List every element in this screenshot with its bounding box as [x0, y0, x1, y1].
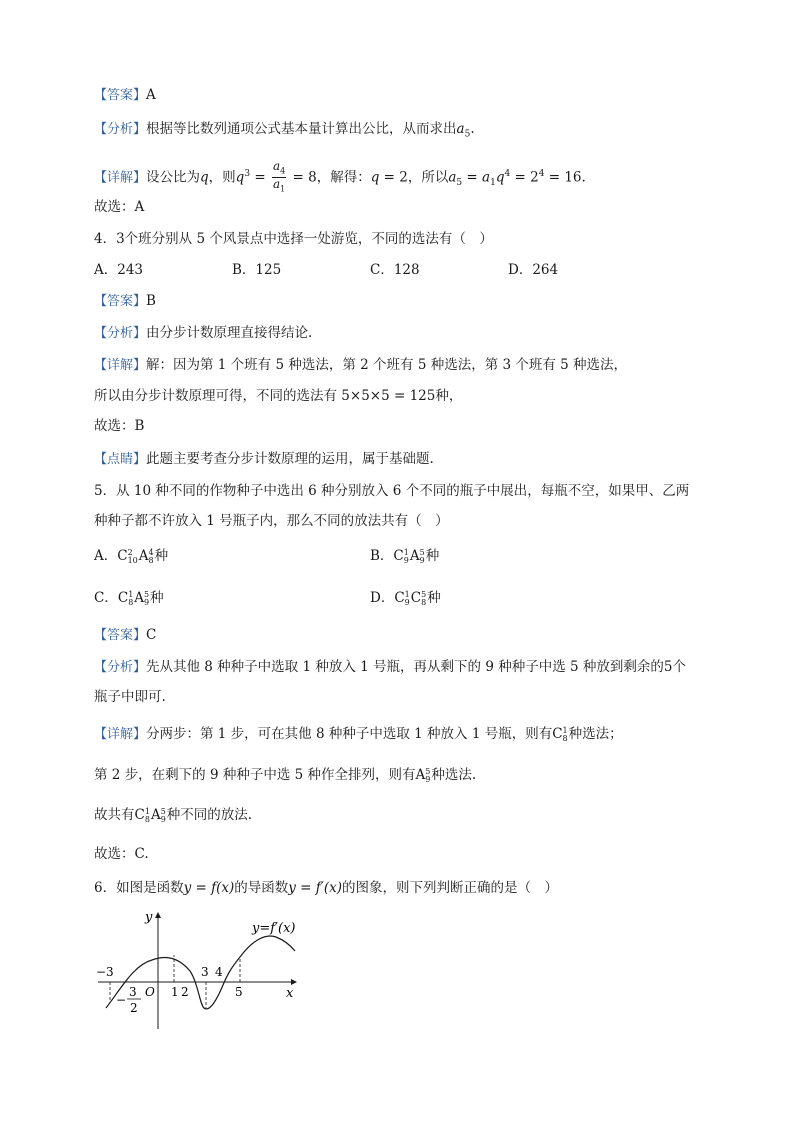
origin-label: O: [145, 985, 155, 999]
q5-detail-2: 第 2 步，在剩下的 9 种种子中选 5 种作全排列，则有A 5 9 种选法.: [94, 766, 477, 784]
q4-answer: 【答案】B: [94, 293, 156, 309]
q4-analysis: 【分析】由分步计数原理直接得结论.: [94, 325, 313, 341]
q3-detail: 【详解】设公比为q，则$q^3$ = $\frac{a_4}{a_1}$ = 8，解得：q = 2，所以$a_5 = a_1q^4 = 2^4 = 16$.: [94, 159, 586, 194]
tick-4: 4: [215, 965, 223, 979]
derivative-graph: [90, 905, 310, 1035]
q4-option-d: D．264: [508, 262, 559, 278]
tick-2: 2: [181, 985, 189, 999]
q5-option-b: B．C 1 9 A 5 9 种: [370, 547, 440, 565]
q5-conclusion: 故选：C.: [94, 846, 149, 862]
q5-answer: 【答案】C: [94, 627, 157, 643]
q5-analysis-2: 瓶子中即可.: [94, 689, 166, 705]
analysis-tag: 【分析】: [94, 122, 147, 137]
tick-5: 5: [235, 985, 243, 999]
answer-tag: 【答案】: [94, 88, 147, 103]
x-axis-label: x: [286, 986, 294, 1001]
tick-frac-num: 3: [129, 985, 137, 999]
q5-question-1: 5．从 10 种不同的作物种子中选出 6 种分别放入 6 个不同的瓶子中展出，每瓶不空，如果甲、乙两: [94, 483, 690, 499]
q5-analysis-1: 【分析】先从其他 8 种种子中选取 1 种放入 1 号瓶，再从剩下的 9 种种子中选 5 种放到剩余的5个: [94, 659, 686, 675]
q5-detail-1: 【详解】分两步：第 1 步，可在其他 8 种种子中选取 1 种放入 1 号瓶，则有C 1 8 种选法；: [94, 725, 623, 743]
q4-question: 4．3个班分别从 5 个风景点中选择一处游览，不同的选法有（ ）: [94, 231, 493, 247]
q5-option-a: A．C 2 10 A 4 8 种: [94, 547, 169, 565]
q5-question-2: 种种子都不许放入 1 号瓶子内，那么不同的放法共有（ ）: [94, 513, 449, 529]
tick-neg-sign: −: [116, 993, 127, 1007]
curve-label: y=f′(x): [252, 921, 296, 936]
fraction: $\frac{a_4}{a_1}$: [272, 159, 286, 194]
q4-detail-1: 【详解】解：因为第 1 个班有 5 种选法，第 2 个班有 5 种选法，第 3 个班有 5 种选法，: [94, 357, 628, 373]
q3-analysis: 【分析】根据等比数列通项公式基本量计算出公比，从而求出$a_5$.: [94, 121, 475, 140]
q5-detail-3: 故共有C 1 8 A 5 9 种不同的放法.: [94, 806, 253, 824]
q3-answer: 【答案】A: [94, 87, 156, 103]
detail-tag: 【详解】: [94, 170, 147, 186]
y-axis-label: y: [145, 910, 153, 925]
q4-option-b: B．125: [232, 262, 282, 278]
q4-conclusion: 故选：B: [94, 418, 145, 434]
tick-3: 3: [201, 965, 209, 979]
q4-comment: 【点睛】此题主要考查分步计数原理的运用，属于基础题.: [94, 451, 434, 467]
q4-detail-2: 所以由分步计数原理可得，不同的选法有 5×5×5 = 125种，: [94, 388, 463, 404]
tick-1: 1: [171, 985, 179, 999]
q4-option-c: C．128: [370, 262, 420, 278]
tick-neg3: −3: [96, 965, 114, 979]
q5-option-c: C．C 1 8 A 5 9 种: [94, 589, 164, 607]
tick-frac-den: 2: [130, 1001, 138, 1015]
q4-option-a: A．243: [94, 262, 144, 278]
q3-conclusion: 故选：A: [94, 199, 145, 215]
q6-question: 6．如图是函数y = f(x)的导函数y = f′(x)的图象，则下列判断正确的是（ ）: [94, 880, 558, 896]
q5-option-d: D．C 1 9 C 5 8 种: [370, 589, 441, 607]
